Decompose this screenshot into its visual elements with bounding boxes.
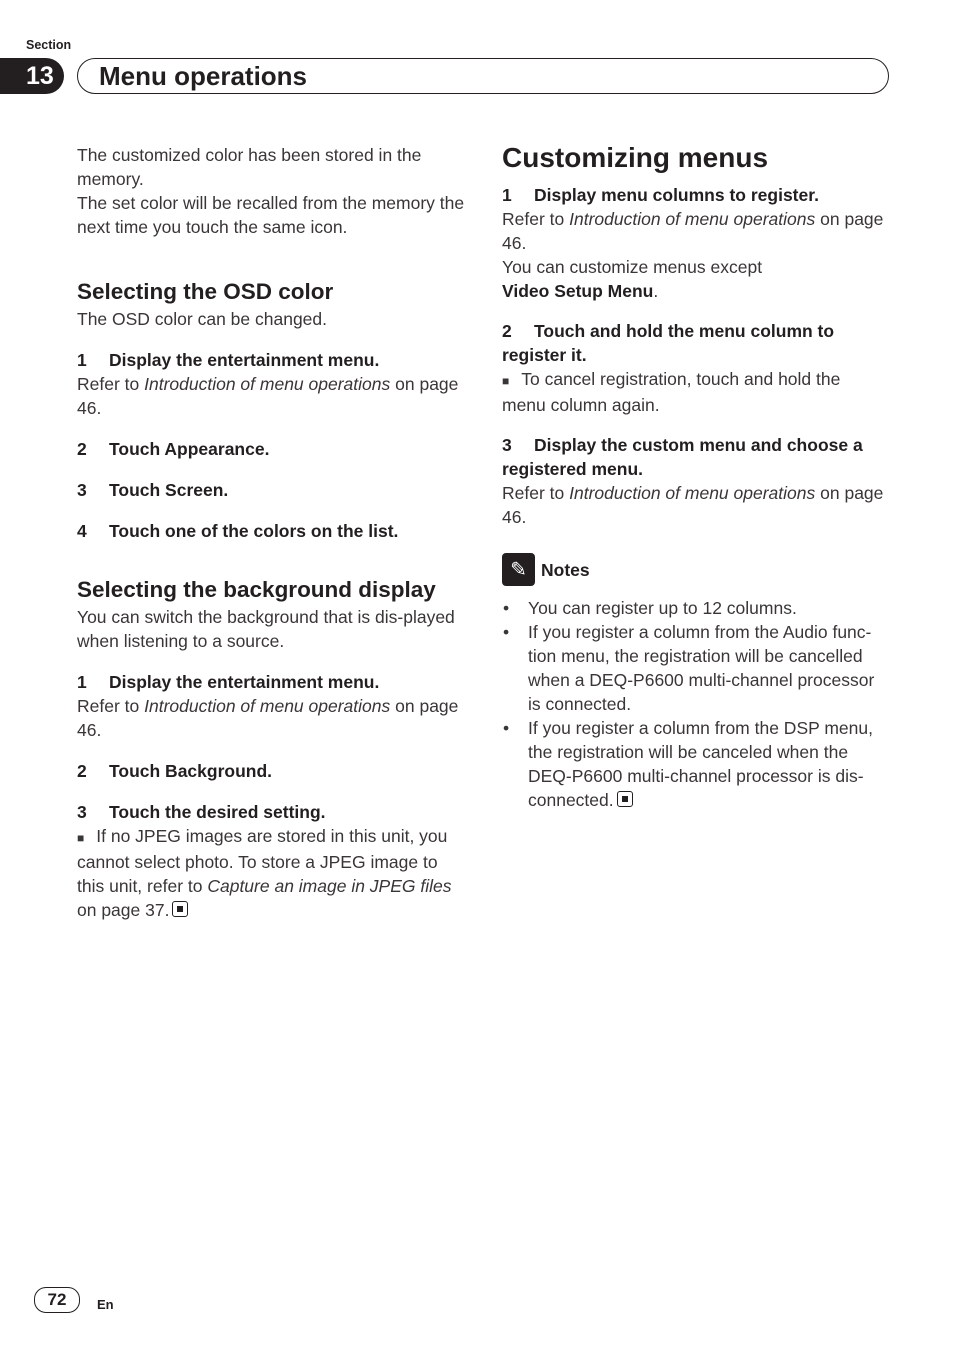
step-number: 3 <box>77 802 87 822</box>
section-label: Section <box>26 38 72 52</box>
list-item <box>502 716 887 812</box>
refer-link[interactable]: Introduction of menu operations <box>144 374 391 394</box>
step-number: 4 <box>77 521 87 541</box>
step-number: 2 <box>77 439 87 459</box>
language-label: En <box>97 1297 114 1312</box>
note-text: If no JPEG images are stored in this unit, you cannot select photo. To store a JPEG image to this unit, refer to <box>77 826 448 896</box>
left-column <box>77 143 467 922</box>
end-mark-icon <box>617 791 633 807</box>
custom-refer-3 <box>502 481 887 529</box>
custom-step-3 <box>502 433 887 481</box>
right-column <box>502 143 887 812</box>
step-text: Display menu columns to register. <box>534 185 819 205</box>
refer-suffix: on page 46. <box>502 209 884 253</box>
step-number: 3 <box>77 480 87 500</box>
step-text: Touch Appearance. <box>109 439 270 459</box>
osd-step-1 <box>77 348 467 372</box>
section-title-frame <box>77 58 889 94</box>
bg-note <box>77 824 467 922</box>
background-description: You can switch the background that is dis-played when listening to a source. <box>77 607 455 651</box>
refer-link[interactable]: Introduction of menu operations <box>569 483 816 503</box>
osd-refer <box>77 372 467 420</box>
step-number: 3 <box>502 435 512 455</box>
list-item: • You can register up to 12 columns. <box>502 596 887 620</box>
bg-step-3 <box>77 800 467 824</box>
step-text: Touch Screen. <box>109 480 229 500</box>
osd-description: The OSD color can be changed. <box>77 309 328 329</box>
refer-suffix: on page 46. <box>502 483 884 527</box>
pencil-icon: ✎ <box>502 553 535 586</box>
custom-step-2 <box>502 319 887 367</box>
notes-title: Notes <box>541 559 590 580</box>
page-title: Menu operations <box>99 61 308 91</box>
step-text: Display the custom menu and choose a registered menu. <box>502 435 863 479</box>
step-text: Touch Background. <box>109 761 273 781</box>
refer-prefix: Refer to <box>502 209 570 229</box>
step-text: Touch the desired setting. <box>109 802 326 822</box>
notes-list <box>502 596 887 812</box>
cancel-note <box>502 367 887 417</box>
step-number: 1 <box>77 350 87 370</box>
note-square-icon: ■ <box>502 374 510 388</box>
refer-prefix: Refer to <box>77 374 145 394</box>
refer-prefix: Refer to <box>77 696 145 716</box>
step-text: Touch and hold the menu column to register it. <box>502 321 835 365</box>
end-mark-icon <box>172 901 188 917</box>
intro-text-2: The set color will be recalled from the memory the next time you touch the same icon. <box>77 193 465 237</box>
section-number-badge: 13 <box>0 58 64 94</box>
note-text: If you register a column from the DSP menu, the registration will be canceled when the DEQ-P6600 multi-channel processor is dis-connected. <box>528 718 873 810</box>
step-text: Display the entertainment menu. <box>109 672 380 692</box>
bg-step-1 <box>77 670 467 694</box>
notes-header <box>502 553 887 586</box>
refer-suffix: on page 46. <box>77 374 459 418</box>
osd-heading: Selecting the OSD color <box>77 279 334 304</box>
note-text: To cancel registration, touch and hold the menu column again. <box>502 369 841 415</box>
refer-link[interactable]: Introduction of menu operations <box>569 209 816 229</box>
intro-text-1: The customized color has been stored in the memory. <box>77 145 422 189</box>
step-number: 2 <box>77 761 87 781</box>
customizing-heading: Customizing menus <box>502 142 769 173</box>
note-link[interactable]: Capture an image in JPEG files <box>207 876 452 896</box>
step-number: 2 <box>502 321 512 341</box>
custom-step-1 <box>502 183 887 207</box>
customize-exception <box>502 279 887 303</box>
step-text: Display the entertainment menu. <box>109 350 380 370</box>
note-square-icon: ■ <box>77 831 85 845</box>
osd-step-2 <box>77 437 467 461</box>
custom-refer-1 <box>502 207 887 255</box>
background-heading: Selecting the background display <box>77 577 436 602</box>
video-setup-menu-label: Video Setup Menu <box>502 281 654 301</box>
refer-prefix: Refer to <box>502 483 570 503</box>
customize-text: You can customize menus except <box>502 257 763 277</box>
osd-step-4 <box>77 519 467 543</box>
list-item: • If you register a column from the Audio func-tion menu, the registration will be cancelled when a DEQ-P6600 multi-channel processor is connected. <box>502 620 887 716</box>
bg-refer <box>77 694 467 742</box>
osd-step-3 <box>77 478 467 502</box>
refer-link[interactable]: Introduction of menu operations <box>144 696 391 716</box>
step-text: Touch one of the colors on the list. <box>109 521 399 541</box>
refer-suffix: on page 46. <box>77 696 459 740</box>
bg-step-2 <box>77 759 467 783</box>
page-number: 72 <box>34 1287 80 1313</box>
step-number: 1 <box>502 185 512 205</box>
note-suffix: on page 37. <box>77 900 170 920</box>
step-number: 1 <box>77 672 87 692</box>
period: . <box>653 281 659 301</box>
